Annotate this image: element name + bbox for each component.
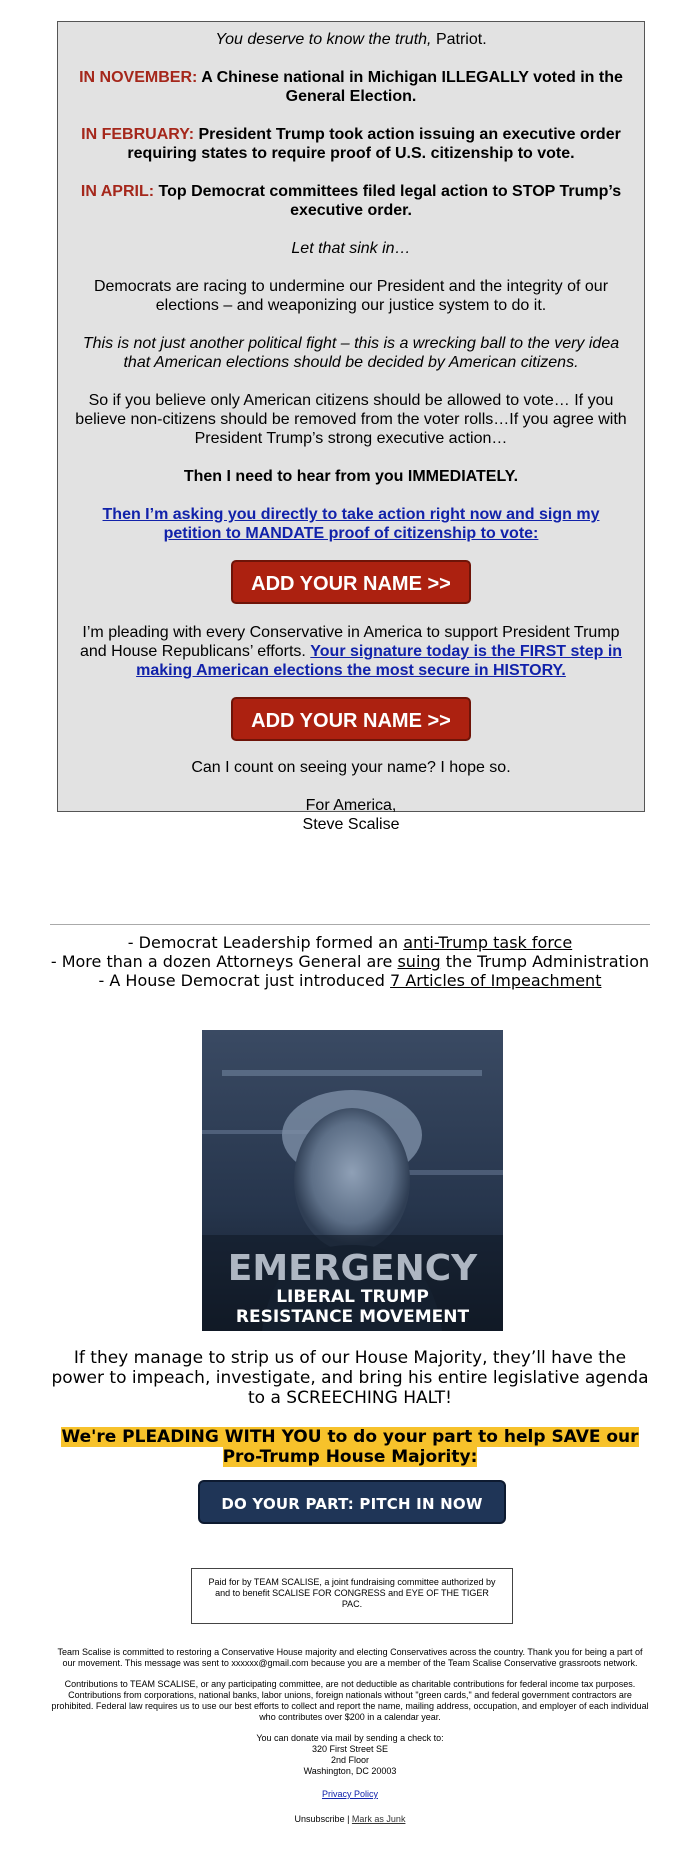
count-on-text: Can I count on seeing your name? I hope so. bbox=[191, 759, 511, 776]
impeachment-link[interactable]: 7 Articles of Impeachment bbox=[390, 971, 602, 990]
address-line: 320 First Street SE bbox=[311, 1744, 389, 1754]
bullet-text: the Trump Administration bbox=[440, 952, 650, 971]
mark-as-junk-link[interactable]: Mark as Junk bbox=[351, 1814, 406, 1824]
letter-box bbox=[57, 21, 645, 833]
news-text: Top Democrat committees filed legal action to STOP Trump’s executive order. bbox=[154, 183, 622, 219]
footer-separator: | bbox=[344, 1814, 352, 1824]
bullet-item bbox=[50, 952, 650, 971]
news-label: IN NOVEMBER: bbox=[79, 69, 198, 86]
intro-patriot: Patriot. bbox=[431, 31, 487, 48]
racing-paragraph: Democrats are racing to undermine our President and the integrity of our elections – and weaponizing our justice system to do it. bbox=[93, 278, 609, 314]
news-april bbox=[72, 182, 630, 220]
bullet-text: - More than a dozen Attorneys General are bbox=[50, 952, 398, 971]
believe-paragraph: So if you believe only American citizens should be allowed to vote… If you believe non-citizens should be removed from the voter rolls…If you agree with President Trump’s strong executive action… bbox=[75, 392, 627, 447]
task-force-link[interactable]: anti-Trump task force bbox=[403, 933, 573, 952]
news-label: IN FEBRUARY: bbox=[81, 126, 195, 143]
footer bbox=[50, 1647, 650, 1835]
suing-link[interactable]: suing bbox=[397, 952, 441, 971]
intro-line bbox=[72, 30, 630, 49]
address-line: Washington, DC 20003 bbox=[303, 1766, 397, 1776]
promo-headline: EMERGENCY bbox=[227, 1248, 478, 1289]
privacy-policy-link[interactable]: Privacy Policy bbox=[321, 1789, 378, 1799]
promo-line2: LIBERAL TRUMP bbox=[276, 1287, 429, 1307]
warning-text: If they manage to strip us of our House Majority, they’ll have the power to impeach, investigate, and bring his entire legislative agenda to a SCREECHING HALT! bbox=[51, 1348, 649, 1408]
pleading-highlight bbox=[50, 1427, 650, 1467]
mail-intro: You can donate via mail by sending a check to: bbox=[256, 1733, 444, 1743]
footer-mail-address bbox=[50, 1733, 650, 1777]
pleading-paragraph bbox=[72, 623, 630, 680]
sign-off: For America, bbox=[305, 797, 397, 814]
pitch-in-button[interactable]: DO YOUR PART: PITCH IN NOW bbox=[198, 1480, 506, 1524]
pleading-text: I’m pleading with every Conservative in America to support President Trump and House Republicans’ efforts. bbox=[79, 624, 620, 660]
unsubscribe-row bbox=[50, 1814, 650, 1825]
paid-for-disclaimer: Paid for by TEAM SCALISE, a joint fundraising committee authorized by and to benefit SCALISE FOR CONGRESS and EYE OF THE TIGER PAC. bbox=[191, 1568, 513, 1624]
news-label: IN APRIL: bbox=[80, 183, 155, 200]
unsubscribe-link[interactable]: Unsubscribe bbox=[294, 1814, 345, 1824]
section-divider bbox=[50, 924, 650, 925]
bullet-list bbox=[50, 933, 650, 990]
news-november bbox=[72, 68, 630, 106]
pleading-highlight-text: We're PLEADING WITH YOU to do your part to help SAVE our Pro-Trump House Majority: bbox=[61, 1427, 639, 1467]
intro-italic: You deserve to know the truth, bbox=[215, 31, 432, 48]
footer-commitment: Team Scalise is committed to restoring a Conservative House majority and electing Conservatives across the country. Thank you for being a part of our movement. This message was sent to xxxxxx@gmail.com because you are a member of the Team Scalise Conservative grassroots network. bbox=[57, 1647, 643, 1668]
address-line: 2nd Floor bbox=[330, 1755, 370, 1765]
wrecking-ball-paragraph: This is not just another political fight – this is a wrecking ball to the very idea that American elections should be decided by American citizens. bbox=[82, 335, 620, 371]
signature-link[interactable]: Your signature today is the FIRST step in making American elections the most secure in HISTORY. bbox=[136, 643, 623, 679]
news-text: President Trump took action issuing an executive order requiring states to require proof of U.S. citizenship to vote. bbox=[127, 126, 621, 162]
news-text: A Chinese national in Michigan ILLEGALLY voted in the General Election. bbox=[197, 69, 623, 105]
promo-graphic bbox=[202, 1030, 503, 1331]
privacy-row bbox=[50, 1789, 650, 1800]
promo-line3: RESISTANCE MOVEMENT bbox=[235, 1307, 470, 1327]
emergency-promo-image[interactable] bbox=[202, 1030, 503, 1331]
news-february bbox=[72, 125, 630, 163]
sink-in-text: Let that sink in… bbox=[291, 240, 411, 257]
bullet-item bbox=[50, 933, 650, 952]
need-to-hear-text: Then I need to hear from you IMMEDIATELY. bbox=[183, 468, 519, 485]
add-name-button-2[interactable]: ADD YOUR NAME >> bbox=[231, 697, 471, 741]
footer-contributions: Contributions to TEAM SCALISE, or any participating committee, are not deductible as charitable contributions for federal income tax purposes. Contributions from corporations, national banks, labor unions, foreign nationals without "green cards," and federal government contractors are prohibited. Federal law requires us to use our best efforts to collect and report the name, mailing address, occupation, and employer of each individual who contributes over $200 in a calendar year. bbox=[51, 1679, 649, 1722]
bullet-item bbox=[50, 971, 650, 990]
bullet-text: - Democrat Leadership formed an bbox=[127, 933, 404, 952]
petition-paragraph bbox=[72, 505, 630, 543]
bullet-text: - A House Democrat just introduced bbox=[98, 971, 391, 990]
petition-link[interactable]: Then I’m asking you directly to take action right now and sign my petition to MANDATE proof of citizenship to vote: bbox=[102, 506, 600, 542]
signer-name: Steve Scalise bbox=[302, 816, 400, 833]
add-name-button-1[interactable]: ADD YOUR NAME >> bbox=[231, 560, 471, 604]
